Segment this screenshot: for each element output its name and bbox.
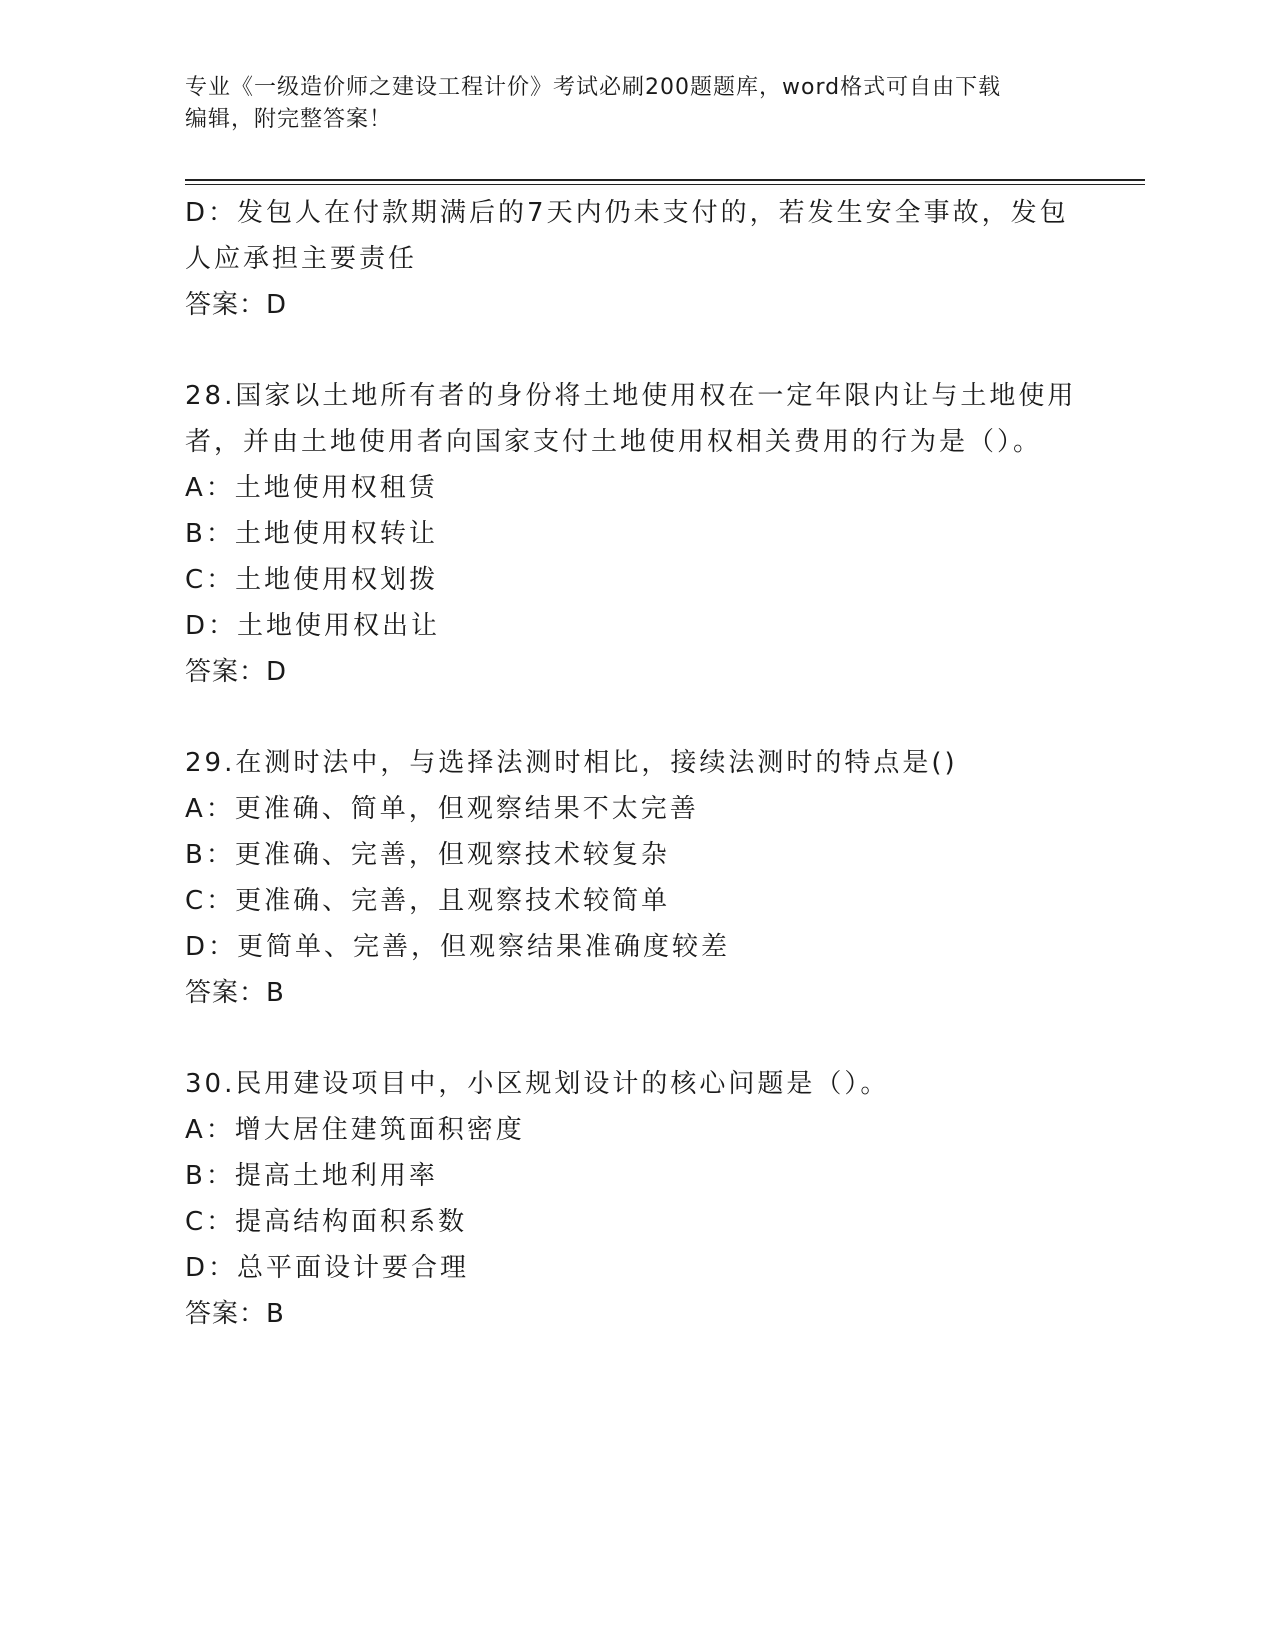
question-stem-line-1: 30.民用建设项目中，小区规划设计的核心问题是（）。 — [185, 1069, 890, 1099]
spacer — [185, 695, 1085, 740]
option-b: B：更准确、完善，但观察技术较复杂 — [185, 840, 670, 870]
question-stem-line-1: 29.在测时法中，与选择法测时相比，接续法测时的特点是() — [185, 748, 958, 778]
answer: 答案：D — [185, 657, 288, 687]
option-d: D：总平面设计要合理 — [185, 1253, 470, 1283]
option-b: B：土地使用权转让 — [185, 519, 438, 549]
question-list — [185, 190, 1085, 1337]
option-a: A：土地使用权租赁 — [185, 473, 438, 503]
prev-option-d-line-1: D：发包人在付款期满后的7天内仍未支付的，若发生安全事故，发包 — [185, 198, 1069, 228]
spacer — [185, 1016, 1085, 1061]
option-c: C：土地使用权划拨 — [185, 565, 439, 595]
option-c: C：提高结构面积系数 — [185, 1207, 468, 1237]
option-a: A：更准确、简单，但观察结果不太完善 — [185, 794, 699, 824]
option-d: D：土地使用权出让 — [185, 611, 441, 641]
prev-option-d-line-2: 人应承担主要责任 — [185, 244, 418, 274]
document-header — [185, 72, 1065, 136]
question-30 — [185, 1061, 1085, 1337]
prev-answer: 答案：D — [185, 290, 288, 320]
header-divider-thin — [185, 184, 1145, 185]
option-a: A：增大居住建筑面积密度 — [185, 1115, 525, 1145]
answer: 答案：B — [185, 1299, 285, 1329]
question-stem-line-1: 28.国家以土地所有者的身份将土地使用权在一定年限内让与土地使用 — [185, 381, 1077, 411]
answer: 答案：B — [185, 978, 285, 1008]
question-28 — [185, 373, 1085, 695]
header-divider-thick — [185, 179, 1145, 181]
spacer — [185, 328, 1085, 373]
option-c: C：更准确、完善，且观察技术较简单 — [185, 886, 671, 916]
header-line-2: 编辑，附完整答案！ — [185, 107, 393, 132]
question-stem-line-2: 者，并由土地使用者向国家支付土地使用权相关费用的行为是（）。 — [185, 427, 1043, 457]
header-line-1: 专业《一级造价师之建设工程计价》考试必刷200题题库，word格式可自由下载 — [185, 75, 1002, 100]
option-d: D：更简单、完善，但观察结果准确度较差 — [185, 932, 731, 962]
question-29 — [185, 740, 1085, 1016]
option-b: B：提高土地利用率 — [185, 1161, 438, 1191]
